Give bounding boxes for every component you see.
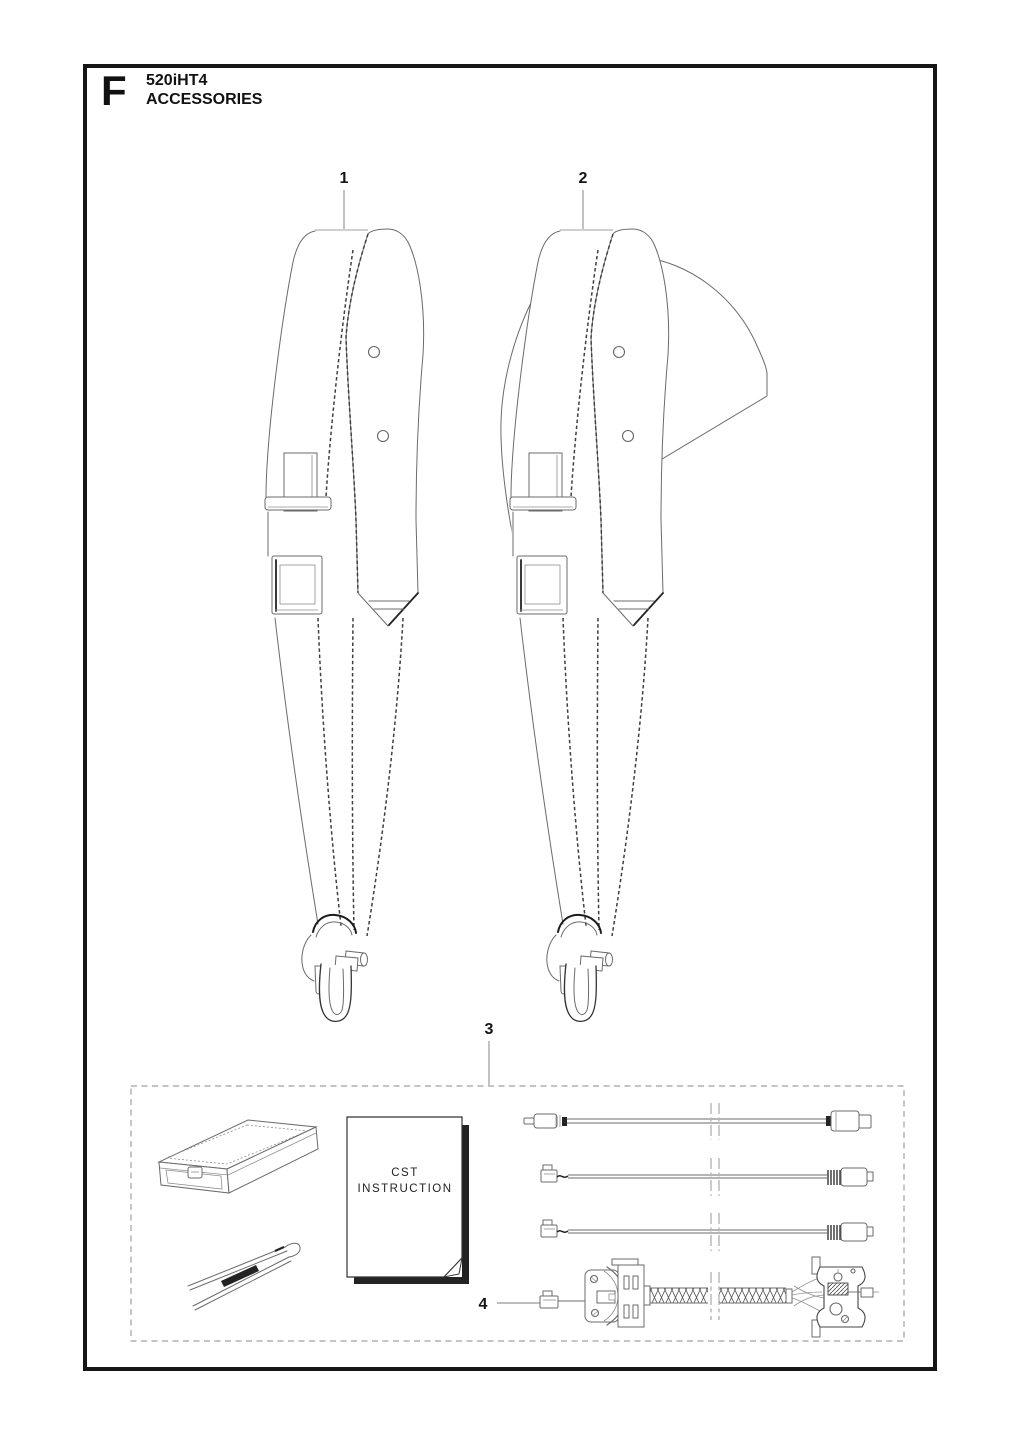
strap-2-illustration	[510, 229, 669, 1021]
booklet-text-line1: CST	[391, 1167, 419, 1179]
adapter-cable-1-illustration	[524, 1103, 871, 1140]
adapter-cable-2-illustration	[541, 1158, 873, 1196]
callout-3	[485, 1021, 494, 1085]
callout-3-number: 3	[484, 1021, 494, 1038]
callout-1	[340, 170, 349, 229]
callout-2-number: 2	[578, 170, 588, 187]
strap-1-illustration	[265, 229, 424, 1021]
cable-3-break-mark	[711, 1213, 719, 1251]
booklet-text-line2: INSTRUCTION	[357, 1183, 453, 1195]
adapter-cable-3-illustration	[541, 1213, 873, 1251]
tweezers-illustration	[188, 1243, 300, 1310]
connection-cable-illustration	[540, 1257, 879, 1337]
case-clasp	[188, 1167, 202, 1178]
callout-1-number: 1	[339, 170, 349, 187]
storage-case-illustration	[159, 1120, 318, 1193]
callout-2	[579, 170, 588, 229]
instruction-booklet-illustration	[347, 1117, 469, 1284]
page-title: ACCESSORIES	[146, 91, 263, 108]
section-letter: F	[101, 67, 127, 114]
callout-4-number: 4	[478, 1296, 488, 1313]
cable-end-bracket	[812, 1257, 879, 1337]
model-number: 520iHT4	[146, 72, 208, 89]
cable-2-break-mark	[711, 1158, 719, 1196]
callout-4	[479, 1296, 540, 1313]
cable-1-break-mark	[711, 1103, 719, 1140]
